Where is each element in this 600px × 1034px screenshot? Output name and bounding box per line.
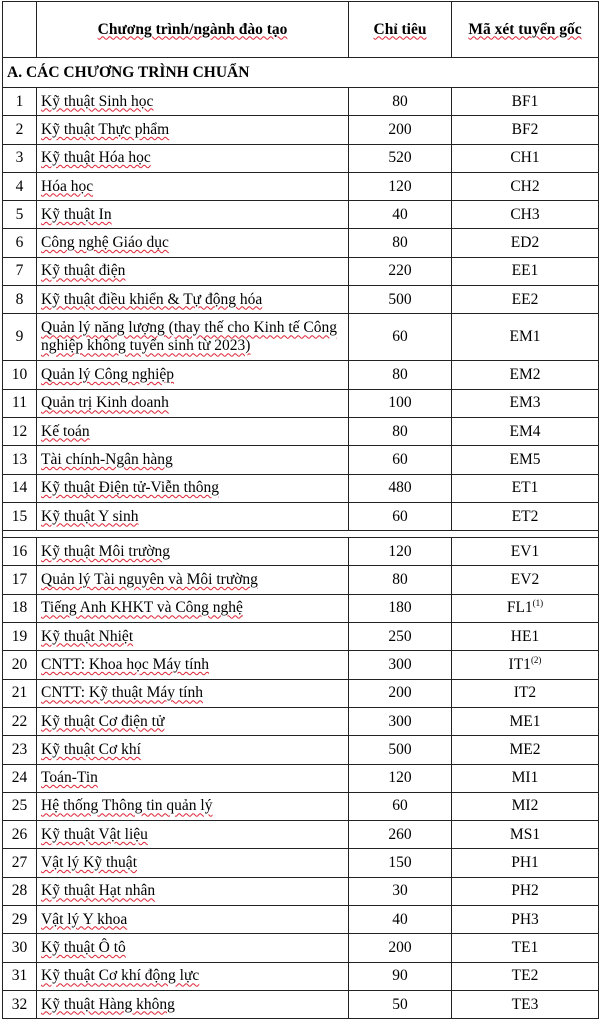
row-index: 7 bbox=[3, 257, 37, 285]
quota-value: 80 bbox=[349, 229, 452, 257]
table-row bbox=[3, 286, 599, 314]
program-name: Kỹ thuật Hàng không bbox=[37, 990, 349, 1018]
program-name: Quản lý Tài nguyên và Môi trường bbox=[37, 566, 349, 594]
admission-code: EM1 bbox=[452, 314, 599, 361]
admissions-table bbox=[2, 1, 599, 1019]
quota-value: 500 bbox=[349, 736, 452, 764]
admission-code: EV2 bbox=[452, 566, 599, 594]
quota-value: 80 bbox=[349, 417, 452, 445]
program-name: Kỹ thuật In bbox=[37, 201, 349, 229]
program-name: Kế toán bbox=[37, 417, 349, 445]
program-name: Hóa học bbox=[37, 172, 349, 200]
admission-code: EM5 bbox=[452, 446, 599, 474]
table-row bbox=[3, 389, 599, 417]
quota-value: 250 bbox=[349, 623, 452, 651]
table-row bbox=[3, 88, 599, 116]
table-row bbox=[3, 934, 599, 962]
table-body-part-1 bbox=[3, 58, 599, 531]
admission-code: ED2 bbox=[452, 229, 599, 257]
row-index: 16 bbox=[3, 538, 37, 566]
program-name: Quản trị Kinh doanh bbox=[37, 389, 349, 417]
row-index: 30 bbox=[3, 934, 37, 962]
admission-code: EE2 bbox=[452, 286, 599, 314]
row-index: 1 bbox=[3, 88, 37, 116]
row-index: 5 bbox=[3, 201, 37, 229]
admission-code: ME1 bbox=[452, 707, 599, 735]
admission-code: ME2 bbox=[452, 736, 599, 764]
row-index: 27 bbox=[3, 849, 37, 877]
program-name: Tiếng Anh KHKT và Công nghệ bbox=[37, 594, 349, 622]
table-row bbox=[3, 538, 599, 566]
section-title: A. CÁC CHƯƠNG TRÌNH CHUẨN bbox=[3, 58, 599, 88]
quota-value: 120 bbox=[349, 172, 452, 200]
row-index: 20 bbox=[3, 651, 37, 679]
table-row bbox=[3, 594, 599, 622]
program-name: CNTT: Khoa học Máy tính bbox=[37, 651, 349, 679]
admission-code: EE1 bbox=[452, 257, 599, 285]
row-index: 29 bbox=[3, 906, 37, 934]
program-name: Công nghệ Giáo dục bbox=[37, 229, 349, 257]
admission-code: HE1 bbox=[452, 623, 599, 651]
row-index: 28 bbox=[3, 877, 37, 905]
program-name: Kỹ thuật Thực phẩm bbox=[37, 116, 349, 144]
page-break-gap bbox=[3, 531, 599, 538]
row-index: 2 bbox=[3, 116, 37, 144]
quota-value: 200 bbox=[349, 679, 452, 707]
program-name: Kỹ thuật Hạt nhân bbox=[37, 877, 349, 905]
table-row bbox=[3, 314, 599, 361]
quota-value: 300 bbox=[349, 651, 452, 679]
quota-value: 80 bbox=[349, 566, 452, 594]
program-name: Kỹ thuật Sinh học bbox=[37, 88, 349, 116]
quota-value: 40 bbox=[349, 906, 452, 934]
quota-value: 200 bbox=[349, 116, 452, 144]
table-row bbox=[3, 361, 599, 389]
admission-code: CH2 bbox=[452, 172, 599, 200]
admission-code: ET1 bbox=[452, 474, 599, 502]
quota-value: 60 bbox=[349, 792, 452, 820]
admission-code: IT2 bbox=[452, 679, 599, 707]
program-name: Kỹ thuật Y sinh bbox=[37, 502, 349, 530]
table-row bbox=[3, 172, 599, 200]
row-index: 24 bbox=[3, 764, 37, 792]
admission-code: TE1 bbox=[452, 934, 599, 962]
header-code: Mã xét tuyển gốc bbox=[452, 2, 599, 58]
admission-code: CH3 bbox=[452, 201, 599, 229]
row-index: 6 bbox=[3, 229, 37, 257]
quota-value: 220 bbox=[349, 257, 452, 285]
program-name: Kỹ thuật Ô tô bbox=[37, 934, 349, 962]
quota-value: 80 bbox=[349, 361, 452, 389]
row-index: 10 bbox=[3, 361, 37, 389]
quota-value: 120 bbox=[349, 764, 452, 792]
table-row bbox=[3, 906, 599, 934]
quota-value: 60 bbox=[349, 446, 452, 474]
row-index: 25 bbox=[3, 792, 37, 820]
program-name: CNTT: Kỹ thuật Máy tính bbox=[37, 679, 349, 707]
section-row bbox=[3, 58, 599, 88]
quota-value: 180 bbox=[349, 594, 452, 622]
table-row bbox=[3, 821, 599, 849]
table-row bbox=[3, 201, 599, 229]
program-name: Hệ thống Thông tin quản lý bbox=[37, 792, 349, 820]
quota-value: 60 bbox=[349, 314, 452, 361]
admission-code: PH3 bbox=[452, 906, 599, 934]
admission-code: MI1 bbox=[452, 764, 599, 792]
program-name: Kỹ thuật Nhiệt bbox=[37, 623, 349, 651]
footnote-marker: (2) bbox=[530, 654, 542, 665]
table-row bbox=[3, 417, 599, 445]
admission-code: ET2 bbox=[452, 502, 599, 530]
table-row bbox=[3, 116, 599, 144]
program-name: Tài chính-Ngân hàng bbox=[37, 446, 349, 474]
quota-value: 150 bbox=[349, 849, 452, 877]
admission-code: EM4 bbox=[452, 417, 599, 445]
quota-value: 260 bbox=[349, 821, 452, 849]
admission-code: TE2 bbox=[452, 962, 599, 990]
quota-value: 30 bbox=[349, 877, 452, 905]
table-row bbox=[3, 736, 599, 764]
table-row bbox=[3, 474, 599, 502]
table-row bbox=[3, 877, 599, 905]
admission-code: TE3 bbox=[452, 990, 599, 1018]
table-row bbox=[3, 229, 599, 257]
program-name: Kỹ thuật điện bbox=[37, 257, 349, 285]
table-row bbox=[3, 679, 599, 707]
table-row bbox=[3, 764, 599, 792]
row-index: 26 bbox=[3, 821, 37, 849]
admission-code: EV1 bbox=[452, 538, 599, 566]
row-index: 23 bbox=[3, 736, 37, 764]
row-index: 4 bbox=[3, 172, 37, 200]
admission-code: PH2 bbox=[452, 877, 599, 905]
admission-code: EM3 bbox=[452, 389, 599, 417]
table-row bbox=[3, 144, 599, 172]
quota-value: 200 bbox=[349, 934, 452, 962]
table-row bbox=[3, 707, 599, 735]
header-index bbox=[3, 2, 37, 58]
program-name: Kỹ thuật điều khiển & Tự động hóa bbox=[37, 286, 349, 314]
admission-code: CH1 bbox=[452, 144, 599, 172]
table-row bbox=[3, 849, 599, 877]
program-name: Kỹ thuật Cơ điện tử bbox=[37, 707, 349, 735]
quota-value: 50 bbox=[349, 990, 452, 1018]
row-index: 22 bbox=[3, 707, 37, 735]
quota-value: 300 bbox=[349, 707, 452, 735]
admission-code: IT1$^{(2)}$ bbox=[452, 651, 599, 679]
row-index: 12 bbox=[3, 417, 37, 445]
program-name: Kỹ thuật Cơ khí động lực bbox=[37, 962, 349, 990]
program-name: Vật lý Y khoa bbox=[37, 906, 349, 934]
quota-value: 520 bbox=[349, 144, 452, 172]
row-index: 17 bbox=[3, 566, 37, 594]
table-row bbox=[3, 651, 599, 679]
quota-value: 90 bbox=[349, 962, 452, 990]
admission-code: MS1 bbox=[452, 821, 599, 849]
row-index: 19 bbox=[3, 623, 37, 651]
quota-value: 60 bbox=[349, 502, 452, 530]
program-name: Kỹ thuật Cơ khí bbox=[37, 736, 349, 764]
program-name: Kỹ thuật Hóa học bbox=[37, 144, 349, 172]
table-row bbox=[3, 623, 599, 651]
program-name: Quản lý năng lượng (thay thế cho Kinh tế Công nghiệp không tuyển sinh từ 2023) bbox=[37, 314, 349, 361]
table-row bbox=[3, 502, 599, 530]
quota-value: 120 bbox=[349, 538, 452, 566]
program-name: Quản lý Công nghiệp bbox=[37, 361, 349, 389]
row-index: 11 bbox=[3, 389, 37, 417]
row-index: 31 bbox=[3, 962, 37, 990]
row-index: 8 bbox=[3, 286, 37, 314]
table-row bbox=[3, 792, 599, 820]
table-row bbox=[3, 566, 599, 594]
row-index: 14 bbox=[3, 474, 37, 502]
table-row bbox=[3, 962, 599, 990]
page-break bbox=[3, 531, 599, 538]
header-quota: Chỉ tiêu bbox=[349, 2, 452, 58]
program-name: Kỹ thuật Điện tử-Viễn thông bbox=[37, 474, 349, 502]
row-index: 15 bbox=[3, 502, 37, 530]
header-program: Chương trình/ngành đào tạo bbox=[37, 2, 349, 58]
quota-value: 80 bbox=[349, 88, 452, 116]
program-name: Kỹ thuật Vật liệu bbox=[37, 821, 349, 849]
row-index: 32 bbox=[3, 990, 37, 1018]
program-name: Toán-Tin bbox=[37, 764, 349, 792]
program-name: Kỹ thuật Môi trường bbox=[37, 538, 349, 566]
admission-code: MI2 bbox=[452, 792, 599, 820]
row-index: 13 bbox=[3, 446, 37, 474]
row-index: 3 bbox=[3, 144, 37, 172]
footnote-marker: (1) bbox=[532, 598, 544, 609]
row-index: 21 bbox=[3, 679, 37, 707]
quota-value: 40 bbox=[349, 201, 452, 229]
admission-code: PH1 bbox=[452, 849, 599, 877]
table-row bbox=[3, 446, 599, 474]
table-row bbox=[3, 257, 599, 285]
quota-value: 480 bbox=[349, 474, 452, 502]
admission-code: EM2 bbox=[452, 361, 599, 389]
admission-code: FL1$^{(1)}$ bbox=[452, 594, 599, 622]
quota-value: 100 bbox=[349, 389, 452, 417]
quota-value: 500 bbox=[349, 286, 452, 314]
table-row bbox=[3, 990, 599, 1018]
admission-code: BF2 bbox=[452, 116, 599, 144]
table-body-part-2 bbox=[3, 538, 599, 1019]
row-index: 9 bbox=[3, 314, 37, 361]
admission-code: BF1 bbox=[452, 88, 599, 116]
row-index: 18 bbox=[3, 594, 37, 622]
program-name: Vật lý Kỹ thuật bbox=[37, 849, 349, 877]
